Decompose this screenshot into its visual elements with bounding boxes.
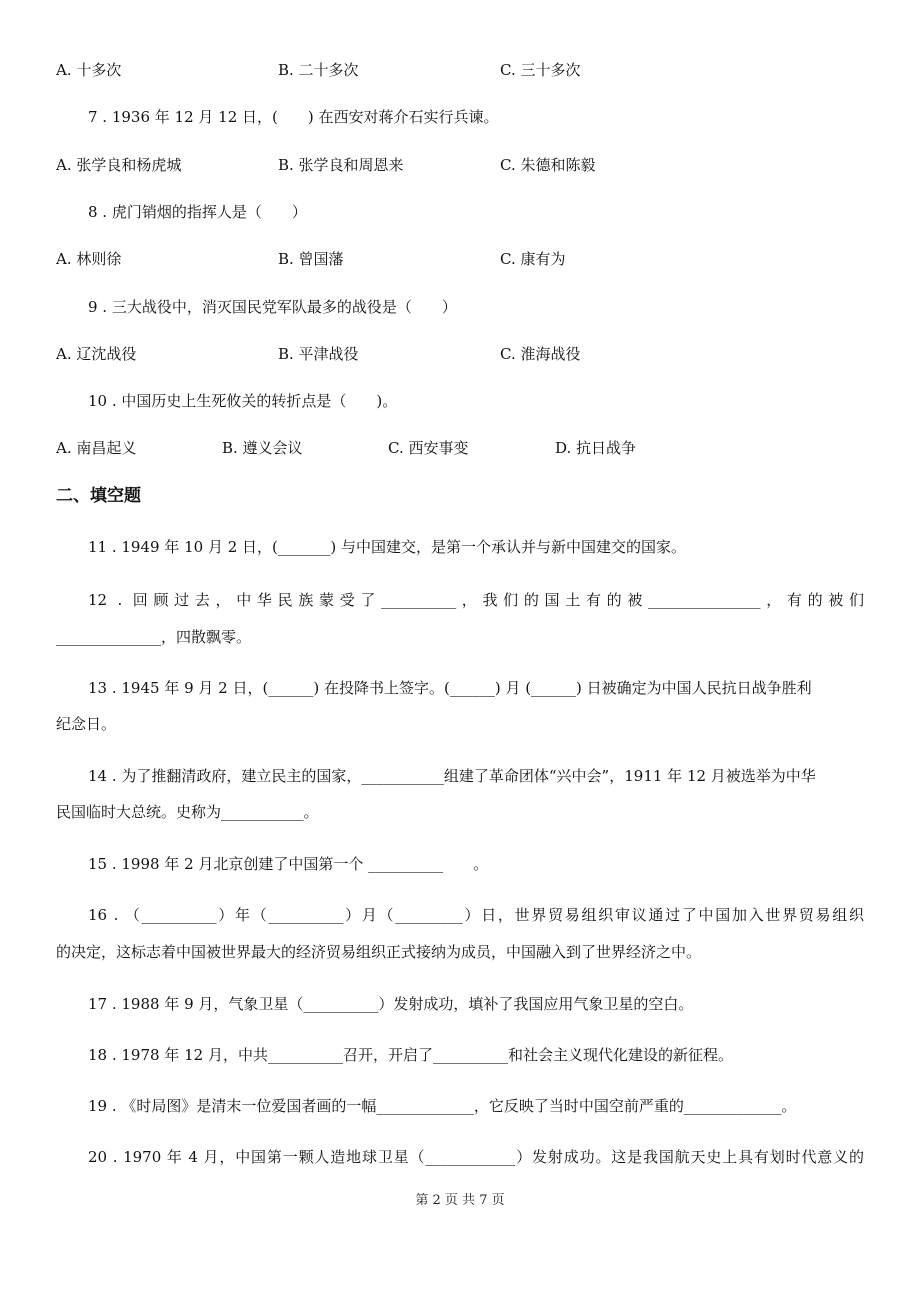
question-14-line1: 14 . 为了推翻清政府，建立民主的国家，___________组建了革命团体“兴中会”，1911 年 12 月被选举为中华 bbox=[88, 767, 816, 785]
q9-option-c: C. 淮海战役 bbox=[500, 345, 581, 363]
question-16-line1: 16 . （__________）年（__________）月（_________）日，世界贸易组织审议通过了中国加入世界贸易组织 bbox=[88, 906, 864, 924]
q10-option-b: B. 遵义会议 bbox=[222, 439, 303, 457]
question-14-line2: 民国临时大总统。史称为___________。 bbox=[56, 803, 319, 821]
question-16-line2: 的决定，这标志着中国被世界最大的经济贸易组织正式接纳为成员，中国融入到了世界经济之中。 bbox=[56, 943, 702, 961]
question-19: 19 . 《时局图》是清末一位爱国者画的一幅_____________，它反映了当时中国空前严重的_____________。 bbox=[88, 1097, 797, 1115]
q10-option-a: A. 南昌起义 bbox=[56, 439, 137, 457]
question-17: 17 . 1988 年 9 月，气象卫星（__________）发射成功，填补了我国应用气象卫星的空白。 bbox=[88, 995, 694, 1013]
q9-option-b: B. 平津战役 bbox=[278, 345, 359, 363]
question-9: 9 . 三大战役中，消灭国民党军队最多的战役是（ ） bbox=[88, 298, 457, 316]
question-15: 15 . 1998 年 2 月北京创建了中国第一个 __________ 。 bbox=[88, 855, 489, 873]
question-7: 7 . 1936 年 12 月 12 日，( ) 在西安对蒋介石实行兵谏。 bbox=[88, 108, 499, 126]
question-12-line1: 12 . 回顾过去，中华民族蒙受了__________，我们的国土有的被_______________，有的被们 bbox=[88, 591, 864, 609]
question-10: 10 . 中国历史上生死攸关的转折点是（ )。 bbox=[88, 392, 398, 410]
question-13-line2: 纪念日。 bbox=[56, 715, 117, 733]
question-20: 20 . 1970 年 4 月，中国第一颗人造地球卫星（____________）发射成功。这是我国航天史上具有划时代意义的 bbox=[88, 1148, 864, 1166]
option-a: A. 十多次 bbox=[56, 61, 122, 79]
q10-option-c: C. 西安事变 bbox=[388, 439, 469, 457]
q10-option-d: D. 抗日战争 bbox=[555, 439, 637, 457]
q8-option-b: B. 曾国藩 bbox=[278, 250, 344, 268]
q7-option-a: A. 张学良和杨虎城 bbox=[56, 156, 182, 174]
question-13-line1: 13 . 1945 年 9 月 2 日，(______) 在投降书上签字。(______) 月 (______) 日被确定为中国人民抗日战争胜利 bbox=[88, 679, 812, 697]
q7-option-b: B. 张学良和周恩来 bbox=[278, 156, 404, 174]
question-8: 8 . 虎门销烟的指挥人是（ ） bbox=[88, 203, 307, 221]
question-11: 11 . 1949 年 10 月 2 日，(_______) 与中国建交，是第一个承认并与新中国建交的国家。 bbox=[88, 538, 687, 556]
q8-option-c: C. 康有为 bbox=[500, 250, 566, 268]
q9-option-a: A. 辽沈战役 bbox=[56, 345, 137, 363]
q8-option-a: A. 林则徐 bbox=[56, 250, 122, 268]
question-12-line2: ______________，四散飘零。 bbox=[56, 628, 252, 646]
section-title: 二、填空题 bbox=[56, 486, 141, 506]
option-c: C. 三十多次 bbox=[500, 61, 581, 79]
q7-option-c: C. 朱德和陈毅 bbox=[500, 156, 596, 174]
page-footer: 第 2 页 共 7 页 bbox=[415, 1193, 505, 1208]
question-18: 18 . 1978 年 12 月，中共__________召开，开启了__________和社会主义现代化建设的新征程。 bbox=[88, 1046, 733, 1064]
option-b: B. 二十多次 bbox=[278, 61, 359, 79]
